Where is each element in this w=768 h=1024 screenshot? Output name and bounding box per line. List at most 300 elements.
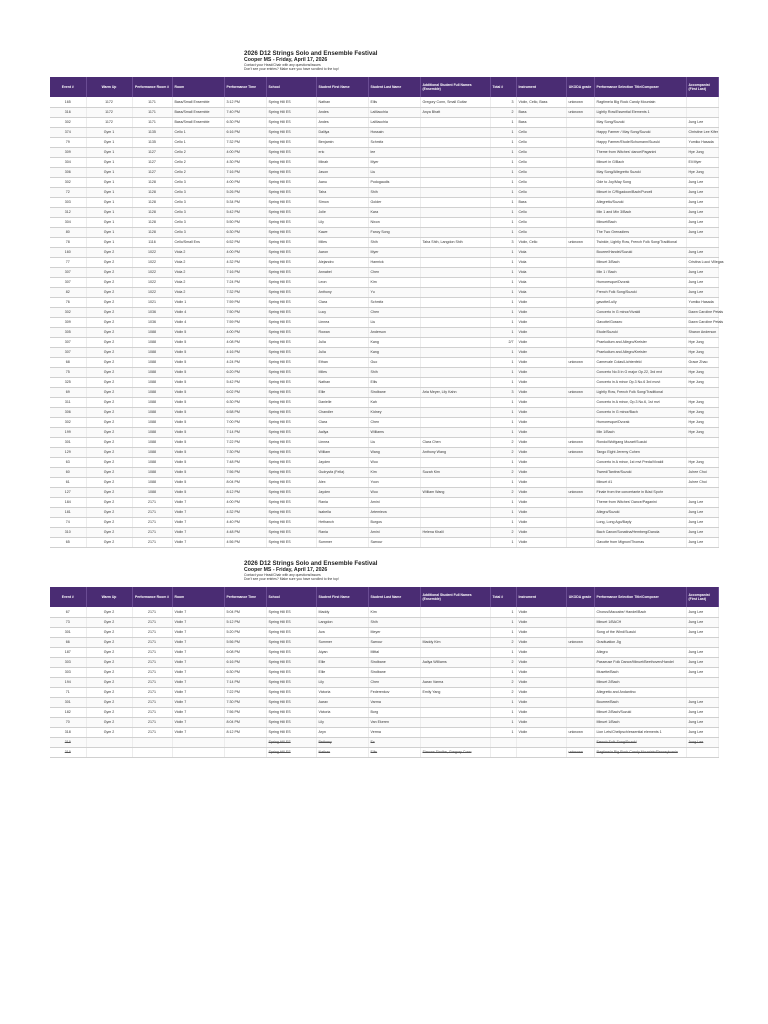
cell-instrument: Violin <box>516 667 566 677</box>
cell-additional-students <box>420 327 490 337</box>
cell-room: Cello/Small Ens <box>172 237 224 247</box>
cell-student-last-name: LaMacchia <box>368 117 420 127</box>
cell-accompanist: Hye Jung <box>686 377 718 387</box>
cell-performance-selection: Humoresque/Dvorak <box>594 417 686 427</box>
cell-room: Cello 3 <box>172 227 224 237</box>
cell-room: Violin 7 <box>172 627 224 637</box>
cell-ukoda-grade: unknown <box>566 637 594 647</box>
cell-accompanist: Hye Jung <box>686 167 718 177</box>
cell-warm-up: Gym 1 <box>86 217 132 227</box>
cell-accompanist: Jung Lee <box>686 537 718 547</box>
cell-total: 1 <box>490 177 516 187</box>
cell-room: Cello 2 <box>172 147 224 157</box>
cell-performance-time: 7:32 PM <box>224 137 266 147</box>
cell-student-first-name: Andes <box>316 117 368 127</box>
header-performance-selection: Performance Selection Title/Composer <box>594 77 686 97</box>
cell-event-number: 69 <box>50 387 86 397</box>
cell-event-number: 306 <box>50 167 86 177</box>
cell-performance-selection: Chorus/Maccabe/ Handel/Bach <box>594 607 686 617</box>
cell-total: 1 <box>490 147 516 157</box>
cell-student-first-name: Summer <box>316 537 368 547</box>
cell-performance-selection: French Folk Song/Suzuki <box>594 287 686 297</box>
cell-school: Spring Hill ES <box>266 307 316 317</box>
cell-performance-time: 7:22 PM <box>224 687 266 697</box>
cell-student-last-name: Ellis <box>368 97 420 107</box>
table-row <box>50 627 718 637</box>
cell-performance-time: 5:04 PM <box>224 607 266 617</box>
cell-total: 1 <box>490 127 516 137</box>
cell-student-first-name: Annabel <box>316 267 368 277</box>
cell-performance-room: 1088 <box>132 337 172 347</box>
cell-event-number: 374 <box>50 127 86 137</box>
cell-performance-selection: Humoresque/Dvorak <box>594 277 686 287</box>
cell-student-first-name: Rowan <box>316 327 368 337</box>
cell-performance-time: 7:48 PM <box>224 457 266 467</box>
cell-student-last-name: Kim <box>368 467 420 477</box>
cell-performance-room: 1088 <box>132 347 172 357</box>
cell-additional-students: Simona Sindbe, Gregory Conn <box>420 747 490 757</box>
cell-performance-time: 7:16 PM <box>224 267 266 277</box>
cell-accompanist: Hye Jung <box>686 147 718 157</box>
cell-instrument: Violin <box>516 337 566 347</box>
cell-instrument: Cello <box>516 167 566 177</box>
cell-room: Viola 2 <box>172 257 224 267</box>
cell-room: Violin 5 <box>172 327 224 337</box>
cell-student-first-name: Linnea <box>316 317 368 327</box>
cell-student-last-name: Yoon <box>368 477 420 487</box>
sheet-title: 2026 D12 Strings Solo and Ensemble Festival <box>244 50 378 57</box>
cell-student-first-name: Minah <box>316 157 368 167</box>
cell-event-number: 312 <box>50 207 86 217</box>
table-row <box>50 147 718 157</box>
cell-ukoda-grade <box>566 347 594 357</box>
cell-warm-up: Gym 2 <box>86 377 132 387</box>
cell-student-first-name: Jason <box>316 167 368 177</box>
cell-instrument: Violin <box>516 377 566 387</box>
cell-ukoda-grade <box>566 717 594 727</box>
cell-warm-up: Gym 2 <box>86 307 132 317</box>
cell-performance-time: 5:20 PM <box>224 627 266 637</box>
cell-school: Spring Hill ES <box>266 697 316 707</box>
cell-performance-time: 6:20 PM <box>224 367 266 377</box>
cell-ukoda-grade <box>566 147 594 157</box>
cell-performance-time: 7:14 PM <box>224 427 266 437</box>
table-row <box>50 497 718 507</box>
cell-student-last-name: Kim <box>368 277 420 287</box>
cell-student-last-name: Chen <box>368 677 420 687</box>
cell-warm-up: Gym 2 <box>86 367 132 377</box>
cell-performance-room: 1088 <box>132 357 172 367</box>
sheet-subtitle: Cooper MS - Friday, April 17, 2026 <box>244 57 328 63</box>
cell-warm-up: Gym 2 <box>86 427 132 437</box>
cell-instrument: Violin <box>516 657 566 667</box>
cell-student-first-name: Clara <box>316 417 368 427</box>
cell-school: Spring Hill ES <box>266 277 316 287</box>
cell-performance-time: 7:32 PM <box>224 287 266 297</box>
cell-room: Violin 5 <box>172 337 224 347</box>
cell-additional-students <box>420 537 490 547</box>
cell-performance-time: 4:32 PM <box>224 507 266 517</box>
cell-performance-time: 4:00 PM <box>224 497 266 507</box>
table-row <box>50 317 718 327</box>
cell-school: Spring Hill ES <box>266 127 316 137</box>
table-row <box>50 367 718 377</box>
cell-performance-time <box>224 737 266 747</box>
cell-room: Cello 1 <box>172 137 224 147</box>
cell-room: Violin 7 <box>172 607 224 617</box>
cell-performance-selection: Finale from the concertante in B/ad Spohr <box>594 487 686 497</box>
cell-accompanist: Hye Jung <box>686 457 718 467</box>
cell-performance-room: 2171 <box>132 697 172 707</box>
cell-warm-up: Gym 2 <box>86 257 132 267</box>
cell-performance-selection: May Song/Suzuki <box>594 117 686 127</box>
cell-ukoda-grade <box>566 477 594 487</box>
cell-total: 1 <box>490 327 516 337</box>
cell-room: Violin 7 <box>172 517 224 527</box>
cell-warm-up: Gym 1 <box>86 207 132 217</box>
cell-performance-selection: Minuet 1/BACH <box>594 617 686 627</box>
cell-additional-students <box>420 297 490 307</box>
sheet-title-block <box>244 560 718 587</box>
cell-additional-students: Clara Chen <box>420 437 490 447</box>
cell-performance-room: 1088 <box>132 477 172 487</box>
cell-school: Spring Hill ES <box>266 727 316 737</box>
cell-event-number: 318 <box>50 727 86 737</box>
header-school: School <box>266 587 316 607</box>
cell-event-number: 184 <box>50 497 86 507</box>
cell-event-number: 65 <box>50 537 86 547</box>
cell-additional-students <box>420 167 490 177</box>
cell-performance-room <box>132 737 172 747</box>
cell-ukoda-grade: unknown <box>566 747 594 757</box>
table-row <box>50 377 718 387</box>
table-row <box>50 337 718 347</box>
cell-ukoda-grade: unknown <box>566 447 594 457</box>
cell-total: 1 <box>490 157 516 167</box>
cell-student-last-name: Hossain <box>368 127 420 137</box>
cell-total: 1 <box>490 427 516 437</box>
cell-instrument: Violin <box>516 637 566 647</box>
cell-total: 1 <box>490 247 516 257</box>
cell-performance-selection: Minuet in C/Rigadoon/Bach/Purcell <box>594 187 686 197</box>
cell-room <box>172 747 224 757</box>
cell-warm-up: Gym 2 <box>86 277 132 287</box>
cell-instrument: Violin <box>516 387 566 397</box>
cell-performance-selection: Allegro/Suzuki <box>594 507 686 517</box>
cell-performance-room: 1022 <box>132 287 172 297</box>
cell-warm-up: Gym 2 <box>86 487 132 497</box>
cell-school: Spring Hill ES <box>266 317 316 327</box>
cell-performance-time: 7:24 PM <box>224 277 266 287</box>
cell-student-last-name: Kah <box>368 397 420 407</box>
cell-student-first-name: Nathan <box>316 97 368 107</box>
cell-performance-time: 8:04 PM <box>224 477 266 487</box>
cell-instrument: Cello <box>516 217 566 227</box>
cell-warm-up: Gym 2 <box>86 497 132 507</box>
header-instrument: Instrument <box>516 587 566 607</box>
table-row <box>50 347 718 357</box>
cell-total: 1 <box>490 617 516 627</box>
table-row <box>50 657 718 667</box>
cell-instrument: Violin <box>516 447 566 457</box>
cell-performance-room: 2171 <box>132 507 172 517</box>
cell-performance-room: 1128 <box>132 187 172 197</box>
cell-room: Viola 2 <box>172 277 224 287</box>
cell-total: 1 <box>490 277 516 287</box>
cell-total: 2 <box>490 527 516 537</box>
table-row <box>50 197 718 207</box>
cell-performance-room: 1171 <box>132 107 172 117</box>
cell-performance-selection: Lightly Row, French Folk Song/Traditional <box>594 387 686 397</box>
cell-performance-time: 5:42 PM <box>224 207 266 217</box>
cell-event-number: 75 <box>50 367 86 377</box>
cell-warm-up: Gym 2 <box>86 717 132 727</box>
cell-instrument: Violin <box>516 497 566 507</box>
header-accompanist: Accompanist (First Last) <box>686 587 718 607</box>
cell-ukoda-grade <box>566 687 594 697</box>
cell-instrument: Violin <box>516 407 566 417</box>
cell-additional-students <box>420 367 490 377</box>
cell-instrument: Bass <box>516 197 566 207</box>
cell-total: 2 <box>490 677 516 687</box>
cell-room: Violin 4 <box>172 307 224 317</box>
cell-ukoda-grade <box>566 537 594 547</box>
cell-instrument: Cello <box>516 137 566 147</box>
cell-room: Cello 3 <box>172 197 224 207</box>
cell-room: Violin 4 <box>172 317 224 327</box>
cell-performance-selection: Theme from Witches' Dance/Paganini <box>594 497 686 507</box>
cell-performance-selection: Concerto in A minor, 1st mvt Preda/Vivaldi <box>594 457 686 467</box>
cell-performance-room: 2171 <box>132 717 172 727</box>
cell-warm-up: 1172 <box>86 117 132 127</box>
cell-ukoda-grade <box>566 307 594 317</box>
cell-instrument: Cello <box>516 207 566 217</box>
cell-additional-students: Gregory Conn, Small Guitar <box>420 97 490 107</box>
cell-performance-selection: Lion Lets/Chelipsch/essential elements 1 <box>594 727 686 737</box>
cell-total: 1 <box>490 627 516 637</box>
cell-instrument: Violin <box>516 707 566 717</box>
cell-performance-room: 2171 <box>132 667 172 677</box>
cell-performance-room: 1116 <box>132 237 172 247</box>
cell-ukoda-grade <box>566 517 594 527</box>
cell-student-first-name: Gudrysfa (Fella) <box>316 467 368 477</box>
cell-ukoda-grade <box>566 647 594 657</box>
cell-event-number: 304 <box>50 217 86 227</box>
cell-additional-students <box>420 427 490 437</box>
cell-accompanist: Eli Myer <box>686 157 718 167</box>
cell-ukoda-grade <box>566 207 594 217</box>
cell-instrument: Bass <box>516 117 566 127</box>
cell-performance-selection: Minuet 2/Bach <box>594 677 686 687</box>
cell-performance-room: 1022 <box>132 267 172 277</box>
cell-event-number: 71 <box>50 687 86 697</box>
table-row <box>50 237 718 247</box>
cell-student-last-name: Podogaudis <box>368 177 420 187</box>
cell-student-last-name: Verma <box>368 727 420 737</box>
cell-instrument: Violin <box>516 417 566 427</box>
cell-total: 1 <box>490 367 516 377</box>
cell-event-number: 181 <box>50 507 86 517</box>
cell-ukoda-grade <box>566 607 594 617</box>
cell-warm-up: Gym 2 <box>86 507 132 517</box>
table-row <box>50 157 718 167</box>
cell-performance-room: 2171 <box>132 607 172 617</box>
cell-accompanist: Jung Lee <box>686 737 718 747</box>
cell-school: Spring Hill ES <box>266 167 316 177</box>
cell-warm-up: Gym 2 <box>86 667 132 677</box>
cell-additional-students: Anya Bhatt <box>420 107 490 117</box>
cell-student-last-name: Myer <box>368 157 420 167</box>
table-row <box>50 397 718 407</box>
cell-accompanist: Jung Lee <box>686 227 718 237</box>
cell-warm-up: Gym 2 <box>86 707 132 717</box>
cell-student-first-name: Danielle <box>316 397 368 407</box>
cell-warm-up: Gym 1 <box>86 127 132 137</box>
cell-event-number: 80 <box>50 227 86 237</box>
cell-additional-students <box>420 337 490 347</box>
cell-event-number: 82 <box>50 287 86 297</box>
cell-event-number: 311 <box>50 397 86 407</box>
cell-accompanist <box>686 447 718 457</box>
cell-warm-up: Gym 2 <box>86 327 132 337</box>
cell-performance-room: 1128 <box>132 197 172 207</box>
cell-student-first-name: Leon <box>316 277 368 287</box>
cell-student-first-name: Simon <box>316 197 368 207</box>
cell-student-last-name: Ex <box>368 737 420 747</box>
cell-total: 3 <box>490 237 516 247</box>
cell-accompanist: Jung Lee <box>686 207 718 217</box>
table-row <box>50 717 718 727</box>
cell-student-last-name: Sindbane <box>368 667 420 677</box>
cell-student-first-name: Dalilya <box>316 127 368 137</box>
cell-additional-students <box>420 517 490 527</box>
cell-ukoda-grade: unknown <box>566 107 594 117</box>
cell-total: 1 <box>490 457 516 467</box>
cell-event-number: 307 <box>50 347 86 357</box>
cell-total: 2 <box>490 657 516 667</box>
cell-student-last-name: Guo <box>368 357 420 367</box>
cell-performance-time: 8:12 PM <box>224 487 266 497</box>
cell-total <box>490 747 516 757</box>
cell-student-last-name: Williams <box>368 427 420 437</box>
cell-school: Spring Hill ES <box>266 657 316 667</box>
cell-student-first-name: William <box>316 447 368 457</box>
cell-room: Violin 7 <box>172 497 224 507</box>
cell-total: 1 <box>490 137 516 147</box>
cell-event-number: 160 <box>50 247 86 257</box>
cell-additional-students <box>420 157 490 167</box>
cell-ukoda-grade: unknown <box>566 387 594 397</box>
cell-event-number: 63 <box>50 457 86 467</box>
cell-performance-time: 8:12 PM <box>224 727 266 737</box>
header-performance-selection: Performance Selection Title/Composer <box>594 587 686 607</box>
cell-event-number: 303 <box>50 657 86 667</box>
cell-total: 1 <box>490 297 516 307</box>
table-row <box>50 437 718 447</box>
cell-student-last-name: Schmitz <box>368 297 420 307</box>
cell-performance-selection: Minuet 3/Bach <box>594 257 686 267</box>
cell-accompanist <box>686 107 718 117</box>
cell-student-first-name: Clara <box>316 297 368 307</box>
cell-ukoda-grade <box>566 217 594 227</box>
cell-student-first-name: Benjamin <box>316 137 368 147</box>
cell-event-number: 307 <box>50 337 86 347</box>
cell-school: Spring Hill ES <box>266 377 316 387</box>
cell-student-first-name: Rania <box>316 527 368 537</box>
cell-school: Spring Hill ES <box>266 707 316 717</box>
cell-instrument: Violin <box>516 317 566 327</box>
table-row <box>50 687 718 697</box>
header-event-number: Event # <box>50 587 86 607</box>
cell-performance-time: 6:52 PM <box>224 237 266 247</box>
cell-total: 1 <box>490 477 516 487</box>
cell-student-first-name: Linnea <box>316 437 368 447</box>
cell-instrument: Violin <box>516 327 566 337</box>
cell-instrument <box>516 737 566 747</box>
cell-performance-selection: Long, Long Ago/Bayly <box>594 517 686 527</box>
cell-room: Violin 7 <box>172 677 224 687</box>
cell-total: 2 <box>490 487 516 497</box>
cell-total: 1 <box>490 287 516 297</box>
schedule-table <box>50 77 724 548</box>
cell-performance-time: 8:04 PM <box>224 717 266 727</box>
cell-performance-room: 2171 <box>132 627 172 637</box>
cell-performance-selection: Praeludium and Allegro/Kreisler <box>594 347 686 357</box>
cell-total: 1 <box>490 227 516 237</box>
cell-room: Violin 5 <box>172 397 224 407</box>
header-performance-room: Performance Room # <box>132 587 172 607</box>
cell-room: Bass/Small Ensemble <box>172 97 224 107</box>
cell-accompanist: Jung Lee <box>686 267 718 277</box>
cell-accompanist: Jung Lee <box>686 667 718 677</box>
cell-warm-up: Gym 2 <box>86 317 132 327</box>
cell-event-number: 319 <box>50 747 86 757</box>
table-row <box>50 647 718 657</box>
cell-additional-students <box>420 457 490 467</box>
cell-performance-room: 2171 <box>132 537 172 547</box>
cell-room: Violin 7 <box>172 617 224 627</box>
cell-performance-selection: Minuet 2/Bach/Suzuki <box>594 707 686 717</box>
cell-performance-selection: Rondo/Wolfgang Mozart/Suzuki <box>594 437 686 447</box>
cell-performance-time: 4:00 PM <box>224 177 266 187</box>
cell-event-number: 306 <box>50 407 86 417</box>
cell-room: Violin 5 <box>172 357 224 367</box>
cell-accompanist: Jung Lee <box>686 497 718 507</box>
sheet-subtitle: Cooper MS - Friday, April 17, 2026 <box>244 567 328 573</box>
cell-accompanist <box>686 747 718 757</box>
table-row <box>50 297 718 307</box>
cell-performance-selection: Concerto No.5 in G major Op.22, 3rd mvt <box>594 367 686 377</box>
cell-additional-students <box>420 347 490 357</box>
cell-ukoda-grade: unknown <box>566 97 594 107</box>
cell-performance-selection: Happy Farmer / May Song/Suzuki <box>594 127 686 137</box>
table-row <box>50 607 718 617</box>
cell-accompanist: Jung Lee <box>686 697 718 707</box>
cell-total: 1 <box>490 357 516 367</box>
cell-ukoda-grade: unknown <box>566 357 594 367</box>
cell-accompanist <box>686 97 718 107</box>
cell-student-last-name: Burgos <box>368 517 420 527</box>
cell-ukoda-grade <box>566 317 594 327</box>
cell-ukoda-grade <box>566 467 594 477</box>
cell-accompanist: Cristina Lucci Villegas <box>686 257 718 267</box>
schedule-table <box>50 587 719 758</box>
cell-school: Spring Hill ES <box>266 107 316 117</box>
cell-performance-selection: Ode to Joy/May Song <box>594 177 686 187</box>
cell-additional-students <box>420 727 490 737</box>
cell-student-first-name: Julia <box>316 337 368 347</box>
cell-ukoda-grade <box>566 427 594 437</box>
